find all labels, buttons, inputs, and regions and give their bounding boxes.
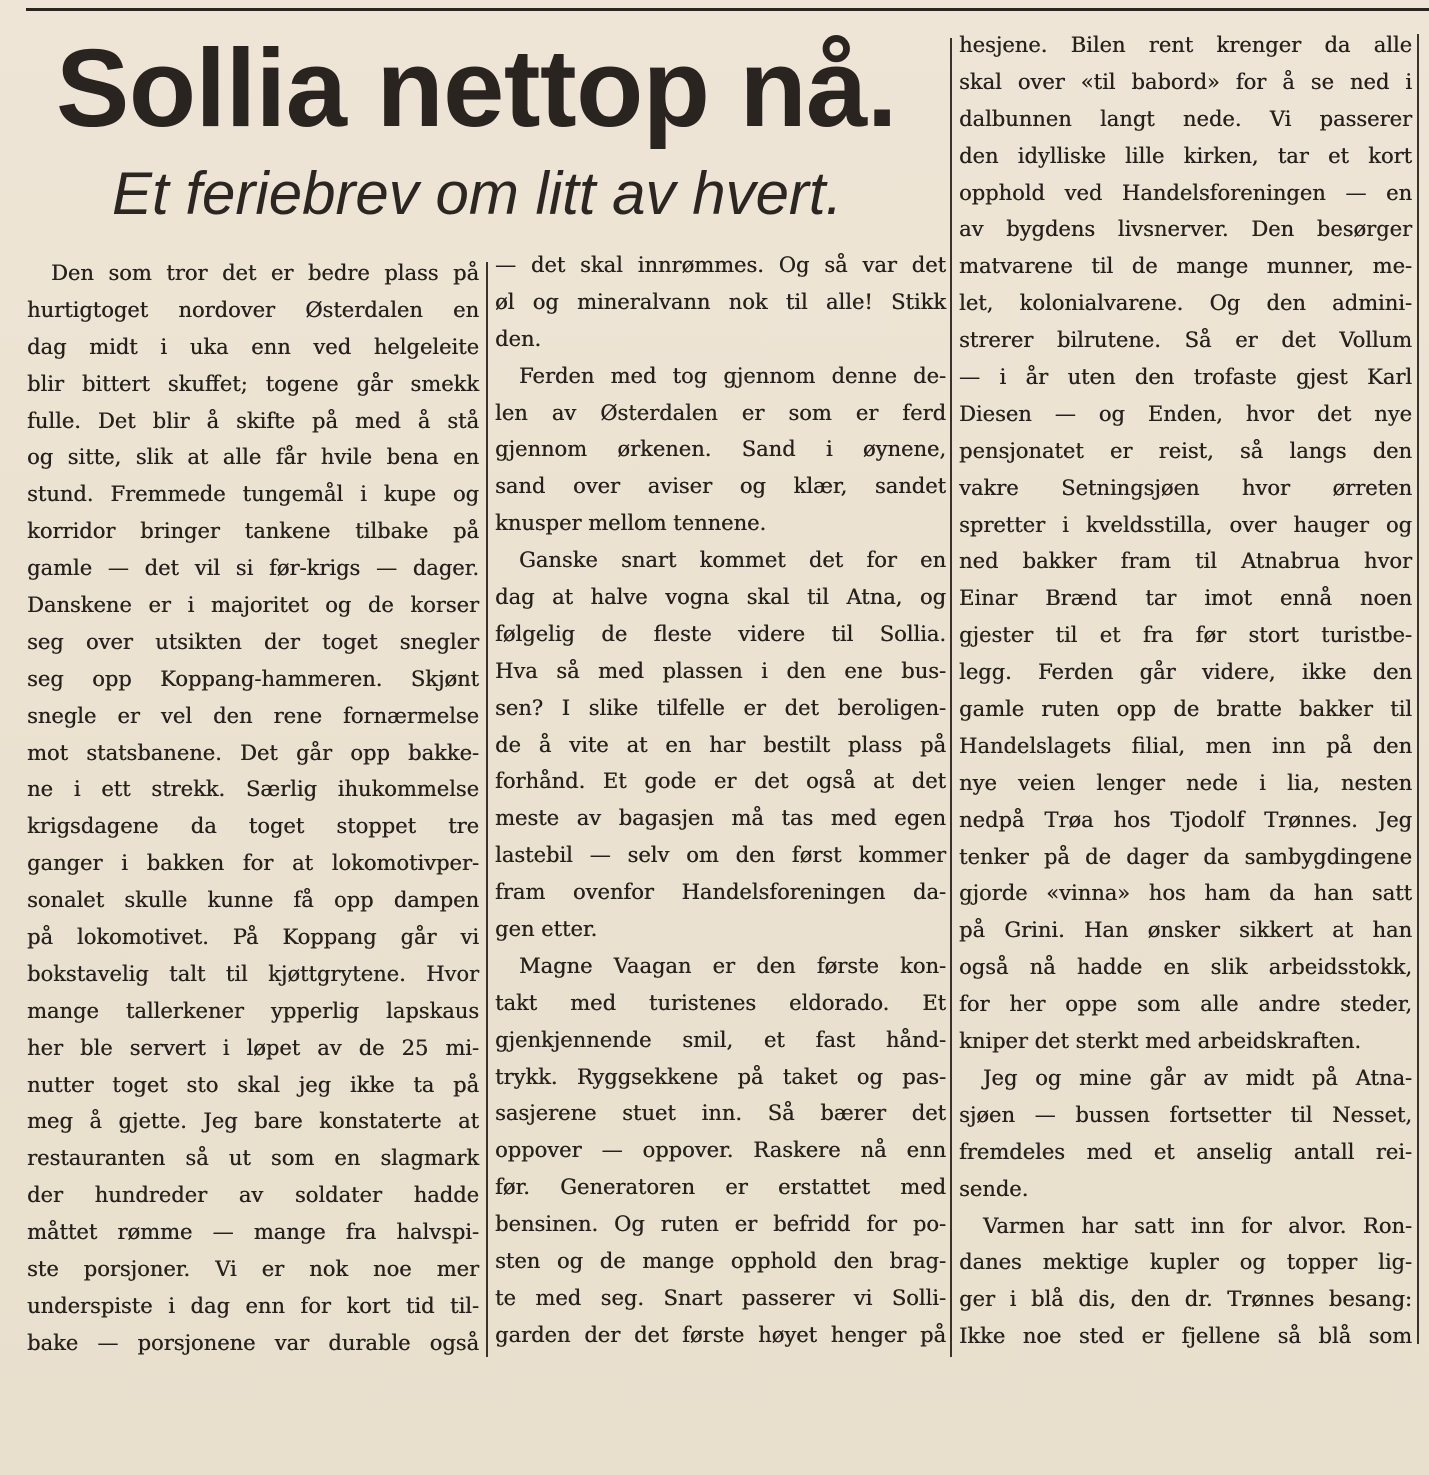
- paragraph: [495, 247, 946, 358]
- text-line: strerer bilrutene. Så er det Vollum: [959, 328, 1412, 353]
- text-line: fulle. Det blir å skifte på med å stå: [27, 408, 479, 433]
- text-line: Hva så med plassen i den ene bus-: [495, 658, 946, 683]
- text-line: stund. Fremmede tungemål i kupe og: [27, 482, 479, 507]
- top-rule: [26, 8, 1429, 11]
- text-line: på Grini. Han ønsker sikkert at han: [959, 918, 1412, 943]
- text-line: ste porsjoner. Vi er nok noe mer: [27, 1257, 479, 1282]
- text-line: Diesen — og Enden, hvor det nye: [959, 401, 1412, 426]
- text-line: pensjonatet er reist, så langs den: [959, 438, 1412, 463]
- text-line: Einar Brænd tar imot ennå noen: [959, 586, 1412, 611]
- paragraph: [495, 542, 946, 948]
- text-line: lastebil — selv om den først kommer: [495, 843, 946, 868]
- text-line: seg over utsikten der toget snegler: [27, 629, 479, 654]
- text-line: blir bittert skuffet; togene går smekk: [27, 371, 479, 396]
- text-line: sende.: [959, 1176, 1029, 1201]
- text-line: bensinen. Og ruten er befridd for po-: [495, 1212, 946, 1237]
- text-line: danes mektige kupler og topper lig-: [959, 1250, 1412, 1275]
- text-line: skal over «til babord» for å se ned i: [959, 69, 1412, 94]
- text-line: len av Østerdalen er som er ferd: [495, 400, 946, 425]
- text-line: gjennom ørkenen. Sand i øynene,: [495, 437, 946, 462]
- text-line: bake — porsjonene var durable også: [27, 1330, 479, 1355]
- paragraph: [959, 1060, 1412, 1208]
- text-line: på lokomotivet. På Koppang går vi: [27, 925, 479, 950]
- text-line: de å vite at en har bestilt plass på: [495, 732, 946, 757]
- text-line: gjester til et fra før stort turistbe-: [959, 623, 1412, 648]
- text-line: følgelig de fleste videre til Sollia.: [495, 621, 946, 646]
- text-line: dag midt i uka enn ved helgeleite: [27, 334, 479, 359]
- text-line: kniper det sterkt med arbeidskraften.: [959, 1029, 1362, 1054]
- column-rule: [950, 38, 952, 1357]
- text-line: fremdeles med et anselig antall rei-: [959, 1139, 1412, 1164]
- text-line: før. Generatoren er erstattet med: [495, 1175, 946, 1200]
- paragraph: [27, 255, 479, 1362]
- text-line: ne i ett strekk. Særlig ihukommelse: [27, 777, 479, 802]
- text-line: knusper mellom tennene.: [495, 511, 767, 536]
- column-rule: [1417, 34, 1419, 1344]
- text-line: sand over aviser og klær, sandet: [495, 474, 946, 499]
- text-line: spretter i kveldsstilla, over hauger og: [959, 512, 1412, 537]
- text-line: seg opp Koppang-hammeren. Skjønt: [27, 666, 479, 691]
- text-line: måttet rømme — mange fra halvspi-: [27, 1220, 479, 1245]
- text-line: mange tallerkener ypperlig lapskaus: [27, 998, 479, 1023]
- paragraph: [959, 1208, 1412, 1356]
- text-line: og sitte, slik at alle får hvile bena en: [27, 445, 479, 470]
- text-line: trykk. Ryggsekkene på taket og pas-: [495, 1064, 946, 1089]
- text-line: takt med turistenes eldorado. Et: [495, 990, 946, 1015]
- text-line: nedpå Trøa hos Tjodolf Trønnes. Jeg: [959, 807, 1412, 832]
- text-line: for her oppe som alle andre steder,: [959, 992, 1412, 1017]
- text-line: te med seg. Snart passerer vi Solli-: [495, 1285, 946, 1310]
- paragraph: [495, 358, 946, 542]
- text-line: legg. Ferden går videre, ikke den: [959, 660, 1412, 685]
- paragraph: [959, 27, 1412, 1060]
- text-line: — det skal innrømmes. Og så var det: [495, 253, 946, 277]
- subheadline: Et feriebrev om litt av hvert.: [112, 160, 843, 227]
- text-line: ger i blå dis, den dr. Trønnes besang:: [959, 1287, 1412, 1312]
- text-line: meg å gjette. Jeg bare konstaterte at: [27, 1109, 479, 1134]
- text-line: ned bakker fram til Atnabrua hvor: [959, 549, 1412, 574]
- text-line: snegle er vel den rene fornærmelse: [27, 703, 479, 728]
- column-rule: [486, 262, 488, 1357]
- text-line: matvarene til de mange munner, me-: [959, 254, 1412, 279]
- text-line: Ikke noe sted er fjellene så blå som: [959, 1324, 1412, 1349]
- article-column-2: [495, 247, 946, 1354]
- text-line: sjøen — bussen fortsetter til Nesset,: [959, 1102, 1412, 1127]
- text-line: oppover — oppover. Raskere nå enn: [495, 1138, 946, 1163]
- paragraph: [495, 948, 946, 1354]
- text-line: av bygdens livsnerver. Den besørger: [959, 217, 1412, 242]
- text-line: gamle — det vil si før-krigs — dager.: [27, 556, 479, 581]
- headline: Sollia nettop nå.: [56, 27, 897, 150]
- text-line: gamle ruten opp de bratte bakker til: [959, 697, 1412, 722]
- text-line: øl og mineralvann nok til alle! Stikk: [495, 289, 946, 314]
- text-line: vakre Setningsjøen hvor ørreten: [959, 475, 1412, 500]
- text-line: gjenkjennende smil, et fast hånd-: [495, 1027, 946, 1052]
- text-line: Varmen har satt inn for alvor. Ron-: [983, 1213, 1412, 1238]
- text-line: nye veien lenger nede i lia, nesten: [959, 770, 1412, 795]
- text-line: mot statsbanene. Det går opp bakke-: [27, 740, 479, 765]
- text-line: Danskene er i majoritet og de korser: [27, 593, 479, 618]
- text-line: dag at halve vogna skal til Atna, og: [495, 585, 946, 610]
- text-line: sten og de mange opphold den brag-: [495, 1249, 946, 1274]
- text-line: nutter toget sto skal jeg ikke ta på: [27, 1072, 479, 1097]
- text-line: sonalet skulle kunne få opp dampen: [27, 888, 479, 913]
- article-column-1: [27, 255, 479, 1362]
- text-line: hesjene. Bilen rent krenger da alle: [959, 33, 1412, 57]
- text-line: her ble servert i løpet av de 25 mi-: [27, 1035, 479, 1060]
- text-line: ganger i bakken for at lokomotivper-: [27, 851, 479, 876]
- text-line: krigsdagene da toget stoppet tre: [27, 814, 479, 839]
- text-line: restauranten så ut som en slagmark: [27, 1146, 479, 1171]
- text-line: opphold ved Handelsforeningen — en: [959, 180, 1412, 205]
- text-line: tenker på de dager da sambygdingene: [959, 844, 1412, 869]
- text-line: den.: [495, 326, 542, 351]
- text-line: — i år uten den trofaste gjest Karl: [959, 365, 1412, 390]
- text-line: også nå hadde en slik arbeidsstokk,: [959, 955, 1412, 980]
- text-line: Ferden med tog gjennom denne de-: [519, 363, 946, 388]
- text-line: Magne Vaagan er den første kon-: [519, 953, 946, 978]
- text-line: forhånd. Et gode er det også at det: [495, 769, 946, 794]
- article-column-3: [959, 27, 1412, 1355]
- text-line: hurtigtoget nordover Østerdalen en: [27, 297, 479, 322]
- text-line: let, kolonialvarene. Og den admini-: [959, 291, 1412, 316]
- text-line: underspiste i dag enn for kort tid til-: [27, 1293, 479, 1318]
- text-line: den idylliske lille kirken, tar et kort: [959, 143, 1412, 168]
- text-line: gjorde «vinna» hos ham da han satt: [959, 881, 1412, 906]
- text-line: Den som tror det er bedre plass på: [51, 261, 479, 285]
- text-line: Ganske snart kommet det for en: [519, 548, 946, 573]
- text-line: korridor bringer tankene tilbake på: [27, 519, 479, 544]
- text-line: bokstavelig talt til kjøttgrytene. Hvor: [27, 961, 479, 986]
- text-line: fram ovenfor Handelsforeningen da-: [495, 880, 946, 905]
- text-line: Handelslagets filial, men inn på den: [959, 733, 1412, 758]
- text-line: meste av bagasjen må tas med egen: [495, 806, 946, 831]
- text-line: garden der det første høyet henger på: [495, 1322, 946, 1347]
- text-line: Jeg og mine går av midt på Atna-: [983, 1065, 1412, 1090]
- text-line: sen? I slike tilfelle er det beroligen-: [495, 695, 946, 720]
- text-line: gen etter.: [495, 917, 598, 942]
- text-line: der hundreder av soldater hadde: [27, 1183, 479, 1208]
- text-line: sasjerene stuet inn. Så bærer det: [495, 1101, 946, 1126]
- text-line: dalbunnen langt nede. Vi passerer: [959, 106, 1412, 131]
